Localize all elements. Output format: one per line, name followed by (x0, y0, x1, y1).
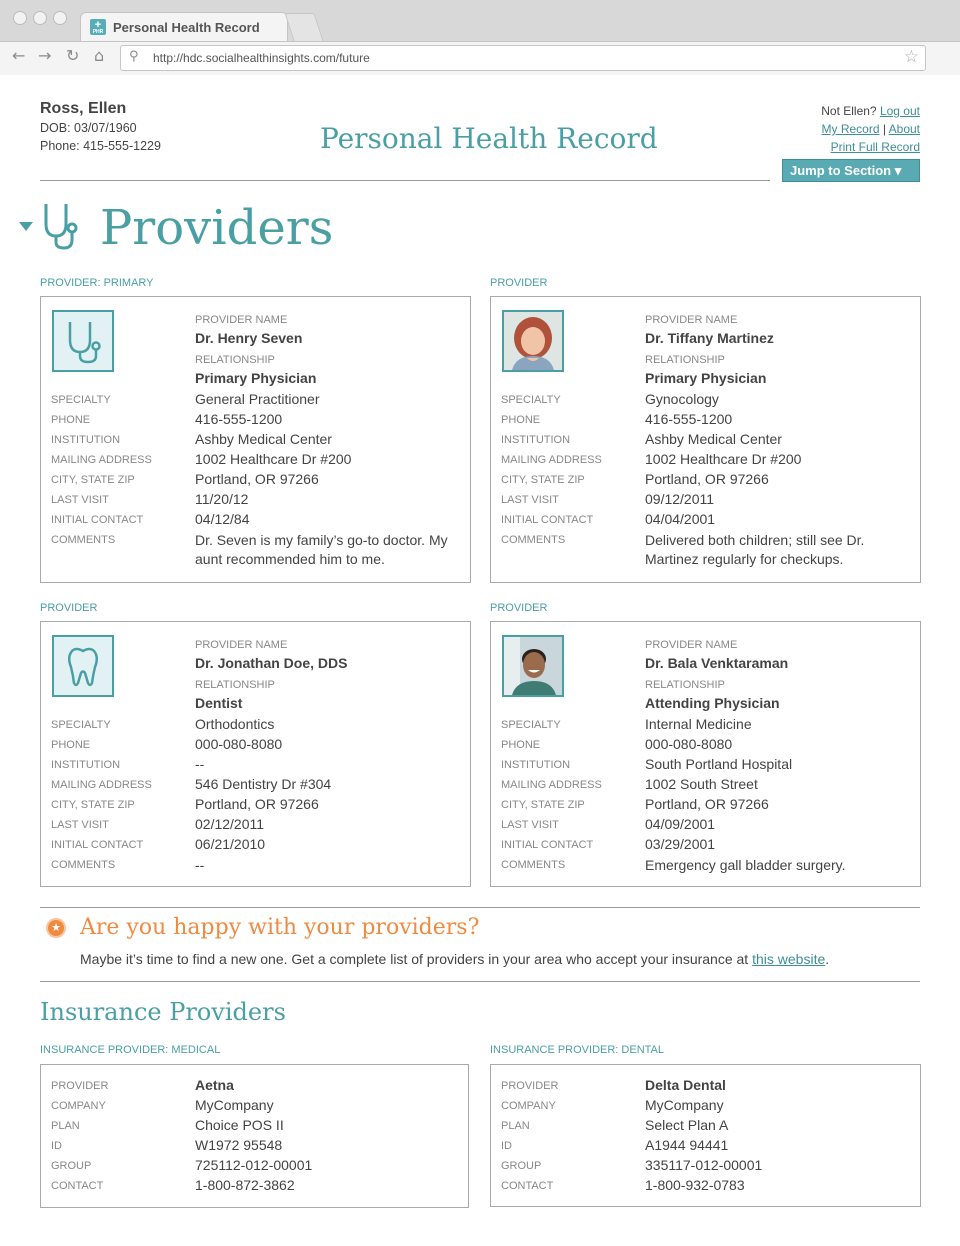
close-window-button[interactable] (13, 11, 27, 25)
provider-field-row (41, 410, 470, 430)
insurance-group-label: GROUP (51, 1160, 92, 1172)
insurance-company-value: MyCompany (195, 1097, 274, 1113)
comments-value: -- (195, 857, 205, 873)
patient-phone: Phone: 415-555-1229 (40, 139, 161, 153)
provider-field-row (491, 390, 920, 410)
tab-title: Personal Health Record (113, 20, 260, 35)
specialty-label: SPECIALTY (501, 394, 561, 406)
provider-field-row (491, 490, 920, 510)
provider-name: Dr. Henry Seven (195, 330, 303, 346)
provider-field-row (41, 755, 470, 775)
provider-field-row (41, 815, 470, 835)
provider-card-caption: PROVIDER (490, 602, 548, 614)
insurance-field-row (41, 1136, 468, 1156)
provider-field-row (491, 470, 920, 490)
mailing-address-label: MAILING ADDRESS (501, 779, 602, 791)
insurance-card-caption: INSURANCE PROVIDER: MEDICAL (40, 1044, 221, 1056)
user-links (821, 102, 920, 156)
reload-icon[interactable]: ↻ (66, 46, 80, 65)
phone-value: 416-555-1200 (195, 411, 283, 427)
section-title: Providers (100, 200, 334, 256)
insurance-id-value: A1944 94441 (645, 1137, 729, 1153)
insurance-field-row (491, 1096, 920, 1116)
tooth-icon (52, 635, 114, 697)
insurance-contact-value: 1-800-932-0783 (645, 1177, 745, 1193)
forward-arrow-icon[interactable]: → (38, 46, 52, 65)
relationship-value: Primary Physician (645, 370, 767, 386)
initial-contact-label: INITIAL CONTACT (501, 839, 594, 851)
relationship-value: Attending Physician (645, 695, 780, 711)
phr-favicon-icon: + PHR (90, 19, 106, 35)
comments-value: Emergency gall bladder surgery. (645, 857, 846, 873)
provider-field-row (491, 410, 920, 430)
city-value: Portland, OR 97266 (645, 796, 769, 812)
comments-label: COMMENTS (501, 859, 566, 871)
initial-contact-value: 04/04/2001 (645, 511, 716, 527)
provider-photo (502, 635, 564, 697)
city-value: Portland, OR 97266 (195, 471, 319, 487)
home-icon[interactable]: ⌂ (94, 46, 105, 65)
provider-field-row (41, 450, 470, 470)
institution-value: South Portland Hospital (645, 756, 793, 772)
last-visit-value: 02/12/2011 (195, 816, 265, 832)
new-tab-button[interactable] (284, 13, 323, 41)
provider-field-row (41, 735, 470, 755)
institution-label: INSTITUTION (501, 434, 571, 446)
happy-banner-title: Are you happy with your providers? (80, 915, 480, 940)
initial-contact-value: 04/12/84 (195, 511, 250, 527)
provider-field-row (41, 775, 470, 795)
stethoscope-icon (52, 310, 114, 372)
happy-text-body: Maybe it’s time to find a new one. Get a complete list of providers in your area who accept your insurance at (80, 951, 749, 967)
provider-card (490, 621, 921, 887)
provider-field-row (41, 530, 470, 567)
provider-field-row (41, 430, 470, 450)
insurance-field-row (491, 1076, 920, 1096)
institution-label: INSTITUTION (51, 759, 121, 771)
last-visit-value: 09/12/2011 (645, 491, 715, 507)
insurance-card-caption: INSURANCE PROVIDER: DENTAL (490, 1044, 664, 1056)
provider-field-row (491, 755, 920, 775)
provider-card-caption: PROVIDER (490, 277, 548, 289)
comments-label: COMMENTS (501, 534, 566, 546)
specialty-value: Gynocology (645, 391, 719, 407)
provider-field-row (491, 715, 920, 735)
insurance-provider-value: Aetna (195, 1077, 234, 1093)
initial-contact-label: INITIAL CONTACT (51, 514, 144, 526)
phone-label: PHONE (501, 414, 541, 426)
phone-label: PHONE (51, 739, 91, 751)
phone-value: 416-555-1200 (645, 411, 733, 427)
institution-label: INSTITUTION (501, 759, 571, 771)
insurance-id-label: ID (501, 1140, 512, 1152)
jump-to-section-button[interactable]: Jump to Section ▾ (782, 159, 920, 182)
provider-field-row (491, 835, 920, 855)
insurance-field-row (41, 1176, 468, 1196)
specialty-label: SPECIALTY (501, 719, 561, 731)
phone-value: 000-080-8080 (195, 736, 283, 752)
url-text[interactable]: http://hdc.socialhealthinsights.com/future (153, 51, 370, 65)
provider-name-label: PROVIDER NAME (195, 639, 288, 651)
header-divider (40, 180, 770, 181)
browser-toolbar (0, 41, 960, 75)
comments-value: Delivered both children; still see Dr. Martinez regularly for checkups. (645, 532, 865, 567)
specialty-value: General Practitioner (195, 391, 320, 407)
collapse-section-icon[interactable] (19, 222, 33, 231)
initial-contact-label: INITIAL CONTACT (51, 839, 144, 851)
insurance-plan-label: PLAN (501, 1120, 530, 1132)
address-value: 1002 Healthcare Dr #200 (195, 451, 352, 467)
address-bar[interactable] (120, 45, 926, 71)
institution-value: Ashby Medical Center (195, 431, 332, 447)
maximize-window-button[interactable] (53, 11, 67, 25)
provider-field-row (41, 490, 470, 510)
provider-card (40, 621, 471, 887)
institution-value: Ashby Medical Center (645, 431, 782, 447)
minimize-window-button[interactable] (33, 11, 47, 25)
insurance-group-label: GROUP (501, 1160, 542, 1172)
last-visit-value: 04/09/2001 (645, 816, 716, 832)
insurance-field-row (491, 1136, 920, 1156)
phone-label: PHONE (501, 739, 541, 751)
about-link[interactable]: About (888, 122, 920, 136)
provider-field-row (491, 450, 920, 470)
initial-contact-value: 03/29/2001 (645, 836, 716, 852)
browser-chrome (0, 0, 960, 75)
initial-contact-label: INITIAL CONTACT (501, 514, 594, 526)
insurance-id-value: W1972 95548 (195, 1137, 283, 1153)
insurance-card (490, 1064, 921, 1207)
insurance-plan-label: PLAN (51, 1120, 80, 1132)
happy-banner-text (80, 951, 829, 967)
specialty-label: SPECIALTY (51, 394, 111, 406)
insurance-company-label: COMPANY (501, 1100, 556, 1112)
address-value: 1002 South Street (645, 776, 758, 792)
happy-text-end: . (825, 951, 830, 967)
initial-contact-value: 06/21/2010 (195, 836, 266, 852)
insurance-card (40, 1064, 469, 1208)
insurance-provider-value: Delta Dental (645, 1077, 726, 1093)
address-value: 546 Dentistry Dr #304 (195, 776, 332, 792)
mailing-address-label: MAILING ADDRESS (51, 454, 152, 466)
relationship-label: RELATIONSHIP (645, 354, 725, 366)
institution-label: INSTITUTION (51, 434, 121, 446)
city-state-zip-label: CITY, STATE ZIP (501, 474, 585, 486)
provider-field-row (41, 855, 470, 875)
insurance-company-label: COMPANY (51, 1100, 106, 1112)
mailing-address-label: MAILING ADDRESS (51, 779, 152, 791)
insurance-field-row (41, 1116, 468, 1136)
provider-field-row (491, 530, 920, 567)
provider-field-row (41, 715, 470, 735)
relationship-value: Primary Physician (195, 370, 317, 386)
provider-field-row (491, 735, 920, 755)
banner-bottom-divider (40, 981, 920, 982)
address-value: 1002 Healthcare Dr #200 (645, 451, 802, 467)
last-visit-value: 11/20/12 (195, 491, 249, 507)
insurance-plan-value: Select Plan A (645, 1117, 729, 1133)
insurance-field-row (491, 1116, 920, 1136)
provider-field-row (41, 510, 470, 530)
bookmark-star-icon[interactable]: ☆ (903, 47, 919, 67)
city-state-zip-label: CITY, STATE ZIP (51, 799, 135, 811)
insurance-field-row (491, 1156, 920, 1176)
insurance-section-title: Insurance Providers (40, 998, 286, 1026)
banner-top-divider (40, 907, 920, 908)
provider-name: Dr. Jonathan Doe, DDS (195, 655, 348, 671)
relationship-label: RELATIONSHIP (645, 679, 725, 691)
city-state-zip-label: CITY, STATE ZIP (501, 799, 585, 811)
provider-card-caption: PROVIDER: PRIMARY (40, 277, 154, 289)
insurance-field-row (41, 1156, 468, 1176)
insurance-field-row (41, 1096, 468, 1116)
page-title: Personal Health Record (320, 122, 658, 155)
insurance-contact-label: CONTACT (51, 1180, 104, 1192)
provider-field-row (491, 775, 920, 795)
provider-field-row (491, 510, 920, 530)
my-record-link[interactable]: My Record (821, 122, 880, 136)
search-icon: ⚲ (129, 49, 139, 64)
comments-label: COMMENTS (51, 859, 116, 871)
provider-card (40, 296, 471, 583)
comments-label: COMMENTS (51, 534, 116, 546)
provider-card (490, 296, 921, 583)
relationship-label: RELATIONSHIP (195, 679, 275, 691)
provider-field-row (41, 390, 470, 410)
last-visit-label: LAST VISIT (501, 819, 559, 831)
relationship-value: Dentist (195, 695, 243, 711)
mailing-address-label: MAILING ADDRESS (501, 454, 602, 466)
insurance-provider-label: PROVIDER (501, 1080, 559, 1092)
provider-field-row (41, 795, 470, 815)
back-arrow-icon[interactable]: ← (12, 46, 26, 65)
comments-value: Dr. Seven is my family’s go-to doctor. My aunt recommended him to me. (195, 532, 448, 567)
provider-photo (502, 310, 564, 372)
specialty-value: Internal Medicine (645, 716, 752, 732)
provider-field-row (41, 470, 470, 490)
link-separator: | (882, 122, 886, 136)
last-visit-label: LAST VISIT (501, 494, 559, 506)
city-state-zip-label: CITY, STATE ZIP (51, 474, 135, 486)
last-visit-label: LAST VISIT (51, 494, 109, 506)
city-value: Portland, OR 97266 (195, 796, 319, 812)
provider-field-row (491, 430, 920, 450)
provider-website-link[interactable]: this website (752, 951, 826, 967)
phone-value: 000-080-8080 (645, 736, 733, 752)
provider-card-caption: PROVIDER (40, 602, 98, 614)
not-user-text: Not Ellen? (821, 104, 877, 118)
insurance-contact-value: 1-800-872-3862 (195, 1177, 295, 1193)
print-record-link[interactable]: Print Full Record (830, 140, 920, 154)
star-badge-icon: ★ (46, 918, 66, 938)
insurance-group-value: 725112-012-00001 (195, 1157, 313, 1173)
insurance-company-value: MyCompany (645, 1097, 724, 1113)
provider-name: Dr. Bala Venktaraman (645, 655, 789, 671)
insurance-group-value: 335117-012-00001 (645, 1157, 763, 1173)
logout-link[interactable]: Log out (879, 104, 920, 118)
institution-value: -- (195, 756, 205, 772)
provider-name-label: PROVIDER NAME (195, 314, 288, 326)
city-value: Portland, OR 97266 (645, 471, 769, 487)
insurance-id-label: ID (51, 1140, 62, 1152)
insurance-provider-label: PROVIDER (51, 1080, 109, 1092)
provider-name: Dr. Tiffany Martinez (645, 330, 774, 346)
specialty-label: SPECIALTY (51, 719, 111, 731)
phone-label: PHONE (51, 414, 91, 426)
provider-name-label: PROVIDER NAME (645, 314, 738, 326)
provider-field-row (491, 815, 920, 835)
insurance-contact-label: CONTACT (501, 1180, 554, 1192)
stethoscope-icon (40, 202, 84, 250)
insurance-field-row (41, 1076, 468, 1096)
provider-field-row (491, 855, 920, 875)
provider-field-row (491, 795, 920, 815)
relationship-label: RELATIONSHIP (195, 354, 275, 366)
insurance-plan-value: Choice POS II (195, 1117, 284, 1133)
patient-name: Ross, Ellen (40, 100, 127, 117)
specialty-value: Orthodontics (195, 716, 275, 732)
provider-field-row (41, 835, 470, 855)
insurance-field-row (491, 1176, 920, 1196)
patient-dob: DOB: 03/07/1960 (40, 121, 137, 135)
browser-tab[interactable] (80, 12, 288, 42)
provider-name-label: PROVIDER NAME (645, 639, 738, 651)
last-visit-label: LAST VISIT (51, 819, 109, 831)
